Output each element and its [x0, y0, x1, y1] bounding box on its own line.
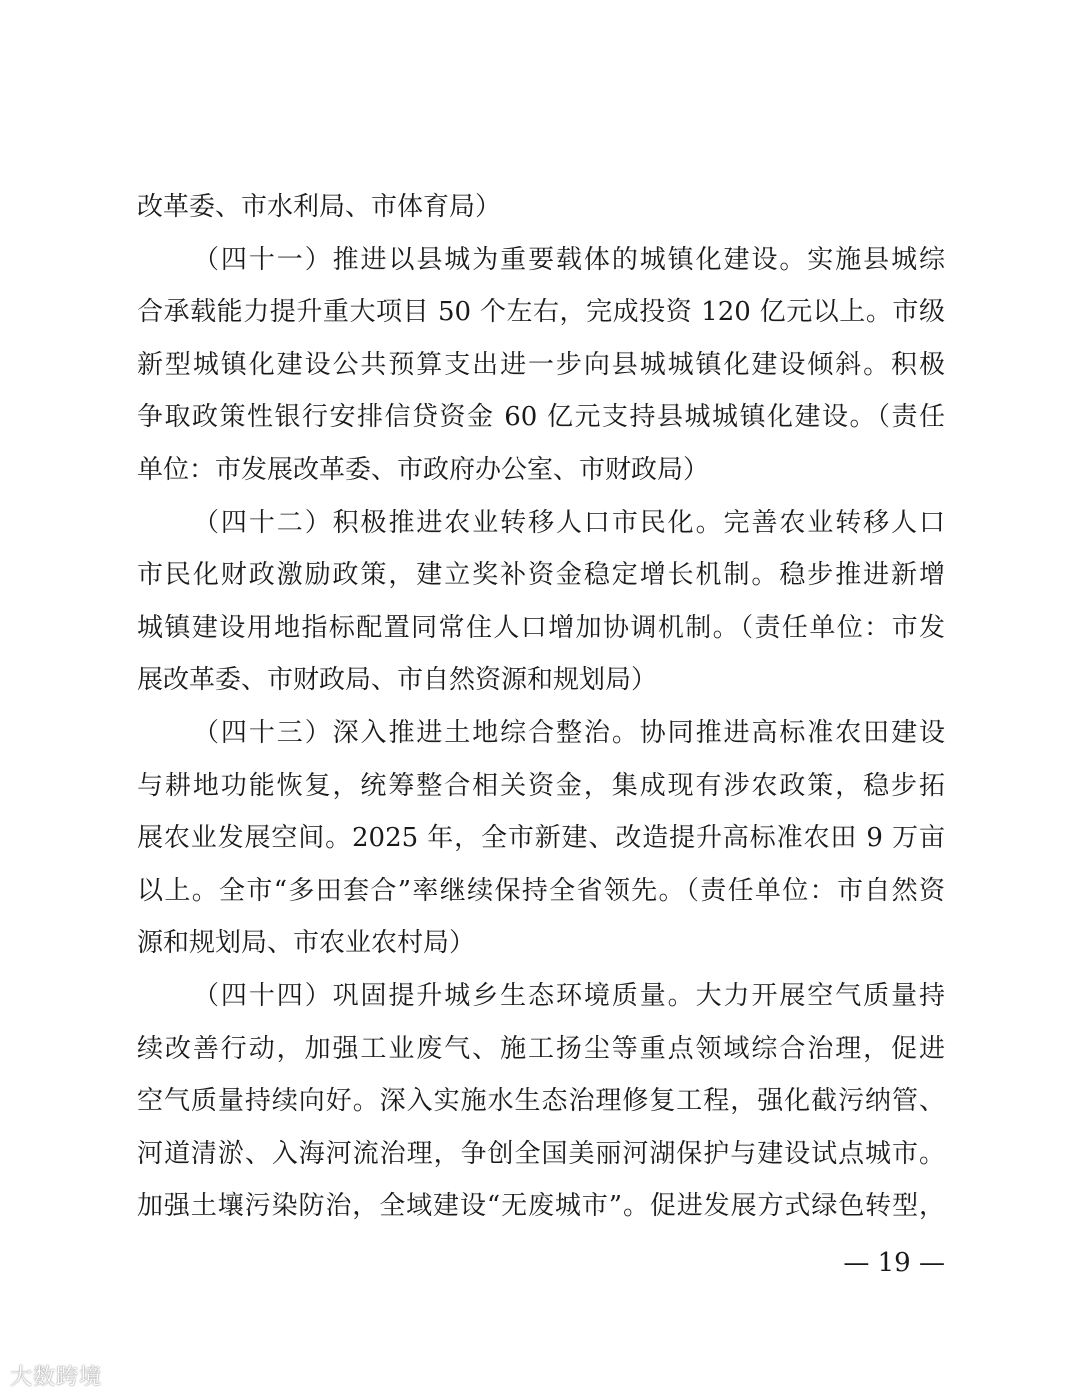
- paragraph: [137, 707, 945, 970]
- paragraph: [137, 970, 945, 1233]
- text-line: 加强土壤污染防治，全域建设“无废城市”。促进发展方式绿色转型，: [137, 1191, 945, 1222]
- text-line: 市民化财政激励政策，建立奖补资金稳定增长机制。稳步推进新增: [137, 560, 945, 591]
- text-line: 空气质量持续向好。深入实施水生态治理修复工程，强化截污纳管、: [137, 1086, 945, 1117]
- text-line: 新型城镇化建设公共预算支出进一步向县城城镇化建设倾斜。积极: [137, 349, 945, 380]
- text-line: 单位：市发展改革委、市政府办公室、市财政局）: [137, 454, 710, 485]
- text-line: 源和规划局、市农业农村局）: [137, 928, 476, 959]
- text-line: （四十三）深入推进土地综合整治。协同推进高标准农田建设: [193, 717, 945, 748]
- document-body: [137, 181, 945, 1233]
- watermark-logo: 大数跨境: [10, 1365, 103, 1390]
- paragraph: [137, 181, 945, 234]
- text-line: 城镇建设用地指标配置同常住人口增加协调机制。（责任单位：市发: [137, 612, 945, 643]
- text-line: 续改善行动，加强工业废气、施工扬尘等重点领域综合治理，促进: [137, 1033, 945, 1064]
- text-line: 合承载能力提升重大项目 50 个左右，完成投资 120 亿元以上。市级: [137, 297, 945, 328]
- text-line: 改革委、市水利局、市体育局）: [137, 192, 502, 222]
- page-number: — 19 —: [843, 1248, 945, 1278]
- text-line: （四十一）推进以县城为重要载体的城镇化建设。实施县城综: [193, 244, 945, 275]
- text-line: 与耕地功能恢复，统筹整合相关资金，集成现有涉农政策，稳步拓: [137, 770, 945, 801]
- text-line: 展改革委、市财政局、市自然资源和规划局）: [137, 665, 658, 696]
- paragraph: [137, 497, 945, 707]
- text-line: （四十四）巩固提升城乡生态环境质量。大力开展空气质量持: [193, 980, 945, 1011]
- text-line: 展农业发展空间。2025 年，全市新建、改造提升高标准农田 9 万亩: [137, 823, 945, 854]
- text-line: 河道清淤、入海河流治理，争创全国美丽河湖保护与建设试点城市。: [137, 1138, 945, 1169]
- text-line: （四十二）积极推进农业转移人口市民化。完善农业转移人口: [193, 507, 945, 538]
- paragraph: [137, 234, 945, 497]
- text-line: 争取政策性银行安排信贷资金 60 亿元支持县城城镇化建设。（责任: [137, 402, 945, 433]
- text-line: 以上。全市“多田套合”率继续保持全省领先。（责任单位：市自然资: [137, 875, 945, 906]
